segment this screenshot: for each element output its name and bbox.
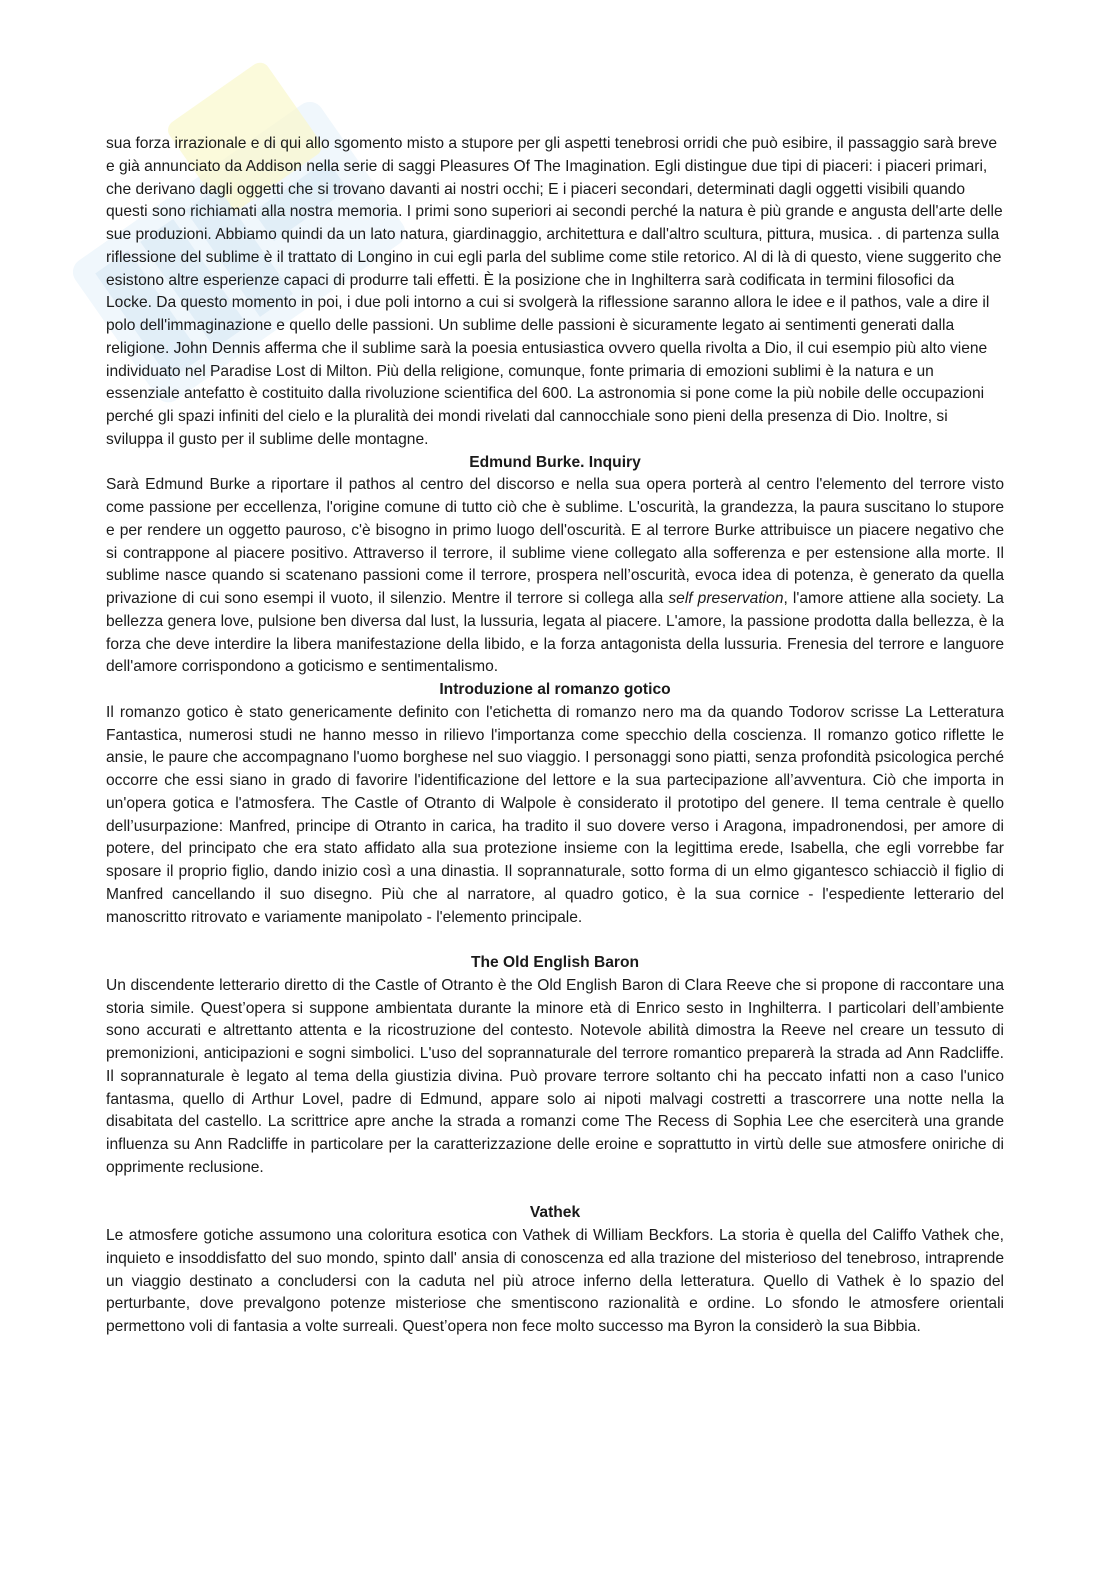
gothic-heading: Introduzione al romanzo gotico (439, 681, 671, 698)
baron-heading: The Old English Baron (470, 954, 640, 971)
burke-paragraph (106, 474, 1004, 679)
intro-paragraph: sua forza irrazionale e di qui allo sgomento misto a stupore per gli aspetti tenebrosi orridi che può esibire, il passaggio sarà breve e già annunciato da Addison nella serie di saggi Pleasures Of The Imagination. Egli distingue due tipi di piaceri: i piaceri primari, che derivano dagli oggetti che si trovano davanti ai nostri occhi; E i piaceri secondari, determinati dagli oggetti visibili quando questi sono richiamati alla nostra memoria. I primi sono superiori ai secondi perché la natura è più grande e angusta dell'arte delle sue produzioni. Abbiamo quindi da un lato natura, giardinaggio, architettura e dall'altro scultura, pittura, musica. . di partenza sulla riflessione del sublime è il trattato di Longino in cui egli parla del sublime come stile retorico. Al di là di questo, viene suggerito che esistono altre esperienze capaci di produrre tali effetti. È la posizione che in Inghilterra sarà codificata in termini filosofici da Locke. Da questo momento in poi, i due poli intorno a cui si svolgerà la riflessione saranno allora le idee e il pathos, vale a dire il polo dell'immaginazione e quello delle passioni. Un sublime delle passioni è sicuramente legato ai sentimenti generati dalla religione. John Dennis afferma che il sublime sarà la poesia entusiastica ovvero quella rivolta a Dio, il cui esempio più alto viene individuato nel Paradise Lost di Milton. Più della religione, comunque, fonte primaria di emozioni sublimi è la natura e un essenziale antefatto è costituito dalla rivoluzione scientifica del 600. La astronomia si pone come la più nobile delle occupazioni perché gli spazi infiniti del cielo e la pluralità dei mondi rivelati dal cannocchiale sono pieni della presenza di Dio. Inoltre, si sviluppa il gusto per il sublime delle montagne. (106, 135, 1003, 448)
burke-text-before: Sarà Edmund Burke a riportare il pathos al centro del discorso e nella sua opera porterà al centro l'elemento del terrore visto come passione per eccellenza, l'origine comune di tutto ciò che è sublime. L'oscurità, la grandezza, la paura suscitano lo stupore e per rendere un oggetto pauroso, c'è bisogno in primo luogo dell'oscurità. E al terrore Burke attribuisce un piacere negativo che si contrappone al piacere positivo. Attraverso il terrore, il sublime viene collegato alla sofferenza e per estensione alla morte. Il sublime nasce quando si scatenano passioni come il terrore, prospera nell’oscurità, evoca idea di potenza, è generato da quella privazione di cui sono esempi il vuoto, il silenzio. Mentre il terrore si collega alla (106, 476, 1004, 607)
burke-italic-term: self preservation (668, 590, 784, 607)
burke-heading: Edmund Burke. Inquiry (469, 453, 641, 471)
document-page (106, 133, 1004, 1339)
vathek-heading: Vathek (529, 1204, 581, 1222)
burke-text-after: , l'amore attiene alla society. La bellezza genera love, pulsione ben diversa dal lust, la lussuria, legata al piacere. L'amore, la passione prodotta dalla bellezza, è la forza che deve interdire la libera manifestazione della libido, e la forza antagonista della lussuria. Frenesia del terrore e languore dell'amore corrispondono a goticismo e sentimentalismo. (106, 590, 1004, 676)
section-spacer (106, 929, 1004, 952)
section-spacer (106, 1180, 1004, 1203)
baron-paragraph: Un discendente letterario diretto di the Castle of Otranto è the Old English Baron di Clara Reeve che si propone di raccontare una storia simile. Quest’opera si suppone ambientata durante la minore età di Enrico sesto in Inghilterra. I particolari dell’ambiente sono accurati e altrettanto attenta e la ricostruzione del contesto. Notevole abilità dimostra la Reeve nel creare un tessuto di premonizioni, anticipazioni e sogni simbolici. L'uso del soprannaturale del terrore romantico preparerà la strada ad Ann Radcliffe. Il soprannaturale è legato al tema della giustizia divina. Può provare terrore soltanto chi ha peccato infatti non a caso l'unico fantasma, quello di Arthur Lovel, padre di Edmund, appare solo ai nipoti malvagi costretti a trascorrere una notte nella la disabitata del castello. La scrittrice apre anche la strada a romanzi come The Recess di Sophia Lee che eserciterà una grande influenza su Ann Radcliffe in particolare per la caratterizzazione delle eroine e soprattutto in virtù delle sue atmosfere oniriche di opprimente reclusione. (106, 976, 1004, 1176)
vathek-paragraph: Le atmosfere gotiche assumono una coloritura esotica con Vathek di William Beckfors. La storia è quella del Califfo Vathek che, inquieto e insoddisfatto del suo mondo, spinto dall' ansia di conoscenza ed alla trazione del misterioso del tenebroso, intraprende un viaggio destinato a concludersi con la caduta nel più atroce inferno della letteratura. Quello di Vathek è lo spazio del perturbante, dove prevalgono potenze misteriose che smentiscono razionalità e ordine. Lo sfondo le atmosfere orientali permettono voli di fantasia a volte surreali. Quest’opera non fece molto successo ma Byron la considerò la sua Bibbia. (106, 1227, 1004, 1335)
gothic-paragraph: Il romanzo gotico è stato genericamente definito con l'etichetta di romanzo nero ma da quando Todorov scrisse La Letteratura Fantastica, numerosi studi ne hanno messo in rilievo l'importanza come specchio della coscienza. Il romanzo gotico riflette le ansie, le paure che accompagnano l'uomo borghese nel suo viaggio. I personaggi sono piatti, senza profondità psicologica perché occorre che essi siano in grado di favorire l'identificazione del lettore e la sua partecipazione all’avventura. Ciò che importa in un'opera gotica e l'atmosfera. The Castle of Otranto di Walpole è considerato il prototipo del genere. Il tema centrale è quello dell’usurpazione: Manfred, principe di Otranto in carica, ha tradito il suo dovere verso i Aragona, impadronendosi, per amore di potere, del principato che era stato affidato alla sua protezione insieme con la legittima erede, Isabella, che egli vorrebbe far sposare il proprio figlio, dando inizio così a una dinastia. Il soprannaturale, sotto forma di un elmo gigantesco schiacciò il figlio di Manfred cancellando il suo disegno. Più che al narratore, al quadro gotico, è la sua cornice - l'espediente letterario del manoscritto ritrovato e variamente manipolato - l'elemento principale. (106, 703, 1004, 926)
